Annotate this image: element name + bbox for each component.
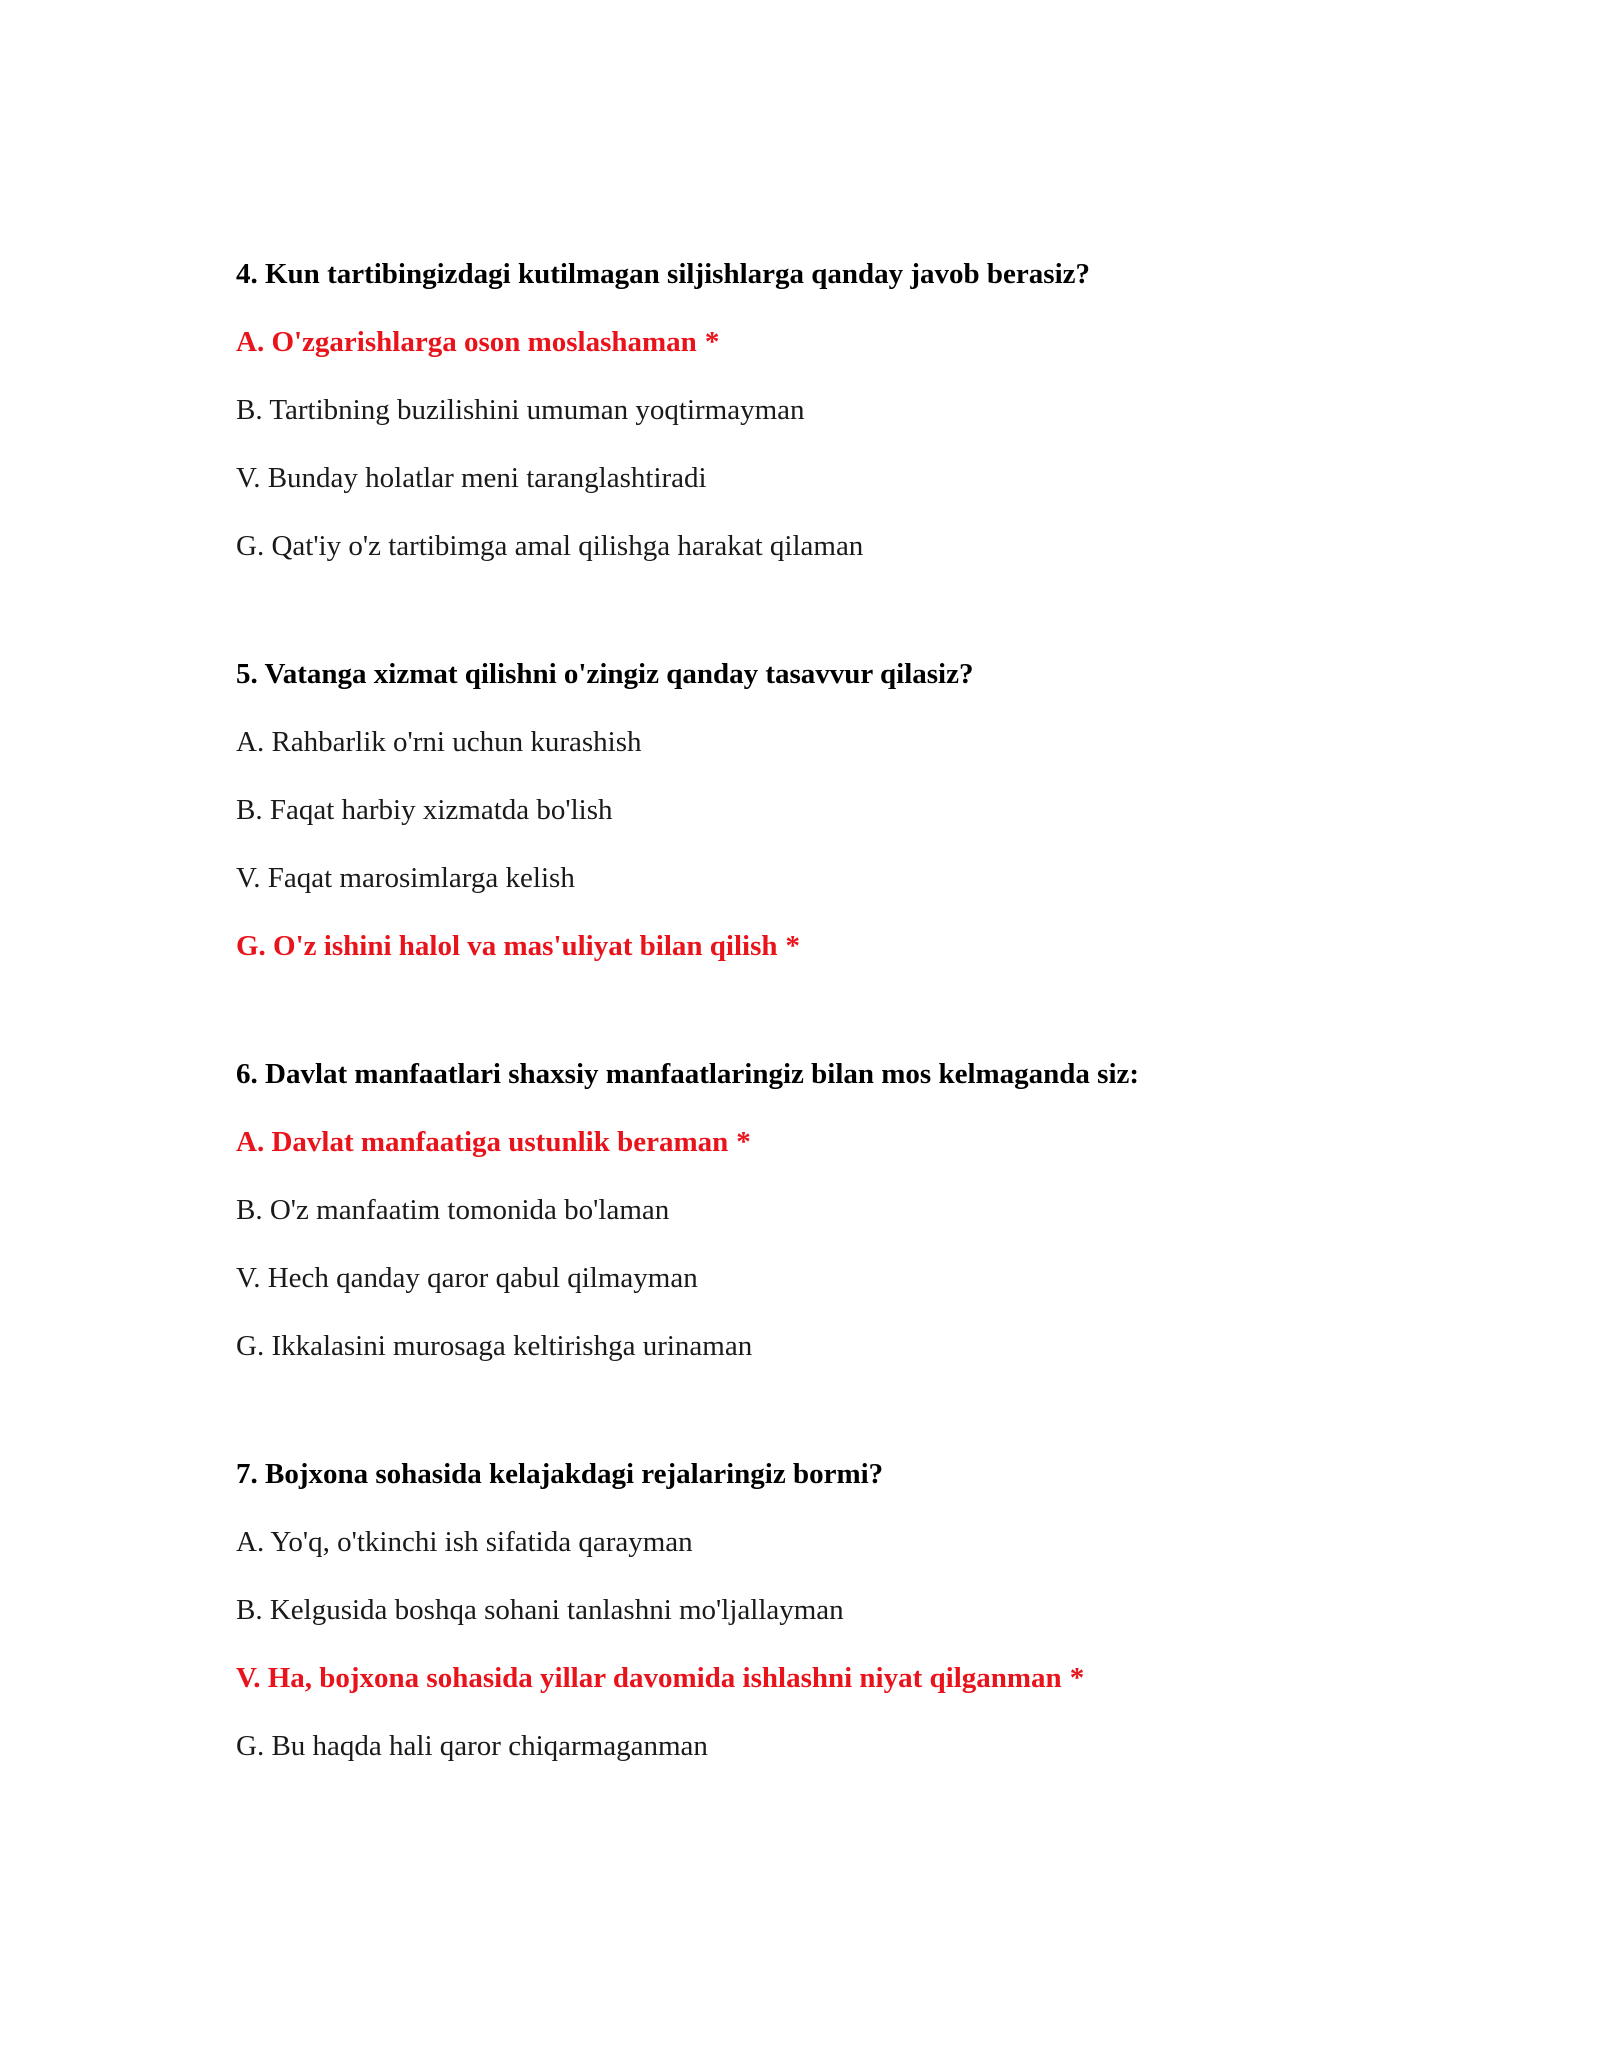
question-text: 5. Vatanga xizmat qilishni o'zingiz qanday tasavvur qilasiz? [236,658,974,690]
option-text: G. O'z ishini halol va mas'uliyat bilan qilish [236,930,778,962]
answer-option: B. Faqat harbiy xizmatda bo'lish [236,794,613,826]
answer-option: A. Yo'q, o'tkinchi ish sifatida qarayman [236,1526,693,1558]
question-block-4 [236,256,1436,564]
correct-mark: * [785,930,800,962]
question-block-7 [236,1456,1436,1764]
answer-option-correct [236,1660,1436,1696]
answer-option: B. Tartibning buzilishini umuman yoqtirmayman [236,394,805,426]
correct-mark: * [704,326,720,358]
answer-option: G. Qat'iy o'z tartibimga amal qilishga harakat qilaman [236,530,864,562]
answer-option: V. Hech qanday qaror qabul qilmayman [236,1262,698,1294]
option-text: V. Ha, bojxona sohasida yillar davomida ishlashni niyat qilganman [236,1662,1062,1694]
answer-option-correct [236,1124,1436,1160]
answer-option: A. Rahbarlik o'rni uchun kurashish [236,726,642,758]
correct-mark: * [736,1126,751,1158]
correct-mark: * [1069,1662,1085,1694]
option-text: A. Davlat manfaatiga ustunlik beraman [236,1126,729,1158]
answer-option: B. Kelgusida boshqa sohani tanlashni mo'ljallayman [236,1594,844,1626]
answer-option-correct [236,324,1436,360]
answer-option: G. Bu haqda hali qaror chiqarmaganman [236,1730,708,1762]
answer-option-correct [236,928,1436,964]
answer-option: B. O'z manfaatim tomonida bo'laman [236,1194,670,1226]
option-text: A. O'zgarishlarga oson moslashaman [236,326,697,358]
question-text: 6. Davlat manfaatlari shaxsiy manfaatlaringiz bilan mos kelmaganda siz: [236,1058,1140,1090]
question-block-6 [236,1056,1436,1364]
answer-option: V. Faqat marosimlarga kelish [236,862,575,894]
answer-option: V. Bunday holatlar meni taranglashtiradi [236,462,707,494]
question-text: 4. Kun tartibingizdagi kutilmagan siljishlarga qanday javob berasiz? [236,258,1091,290]
question-block-5 [236,656,1436,964]
answer-option: G. Ikkalasini murosaga keltirishga urinaman [236,1330,753,1362]
question-text: 7. Bojxona sohasida kelajakdagi rejalaringiz bormi? [236,1458,884,1490]
